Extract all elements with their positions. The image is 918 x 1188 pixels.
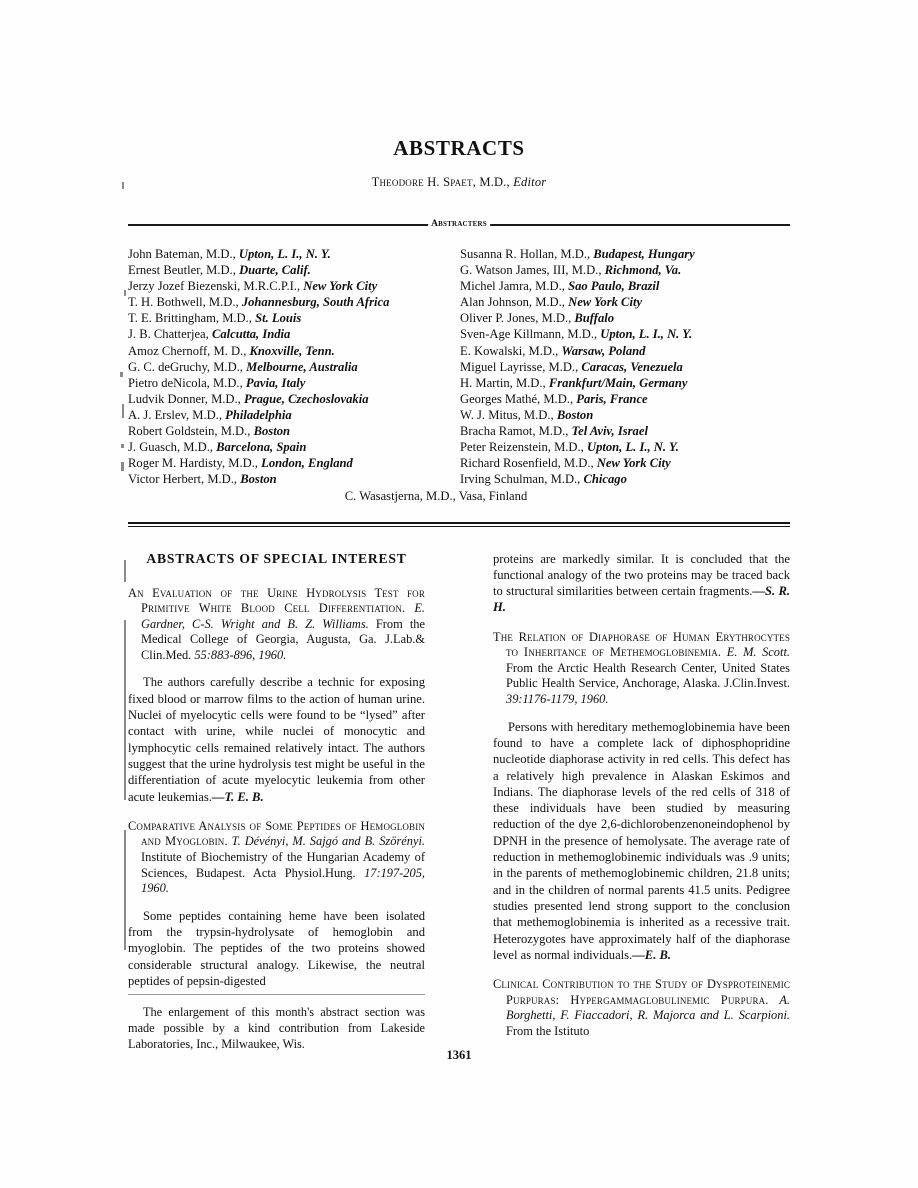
abstracter-person: John Bateman, M.D., <box>128 247 239 261</box>
abstracter-entry <box>128 439 436 455</box>
abstracter-person: C. Wasastjerna, M.D., <box>344 489 459 504</box>
abstracter-person: J. Guasch, M.D., <box>128 440 217 455</box>
abstracter-location: Buffalo <box>574 311 615 326</box>
abstract-body-text: proteins are markedly similar. It is concluded that the functional analogy of the two proteins may be traced back to structural similarities between certain fragments. <box>493 551 790 599</box>
abstract-body-text: Persons with hereditary methemoglobinemia have been found to have a complete lack of diphosphopridine nucleotide diaphorase activity in red cells. This defect has a relatively high prevalence in Alaskan Eskimos and Indians. The diaphorase levels of the red cells of 318 of these individuals have been studied by measuring reduction of the dye 2,6-dichlorobenzenoneindophenol by DPNH in the presence of hemolysate. The average rate of reduction in methemoglobinemic individuals was .9 units; in the parents of methemoglobinemic children, 21.8 units; and in the children of normal parents 41.5 units. Pedigree studies presented lend strong support to the conclusion that methemoglobinemia is inherited as a recessive trait. Heterozygotes have approximately half of the diaphorase level as normal individuals. <box>493 719 790 962</box>
abstract-citation: 17:197-205, 1960. <box>141 865 425 896</box>
abstracter-entry <box>460 278 790 294</box>
abstracters-list <box>128 246 790 487</box>
abstracter-location: Boston <box>253 424 290 439</box>
abstract-authors: E. Gardner, C-S. Wright and B. Z. Williams. <box>141 601 425 631</box>
abstracter-location: New York City <box>596 456 671 471</box>
scan-speckle <box>122 404 124 418</box>
abstracter-person: Miguel Layrisse, M.D., <box>460 359 582 374</box>
abstracters-column-left <box>128 246 436 487</box>
abstracter-entry <box>128 359 436 375</box>
abstracter-location: Warsaw, Poland <box>561 343 646 358</box>
abstract-body-text: The authors carefully describe a technic for exposing fixed blood or marrow films to the action of human urine. Nuclei of myelocytic cells were found to be “lysed” after contact with urine, while nuclei of monocytic and lymphocytic cells remained relatively intact. The authors suggest that the urine hydrolysis test might be useful in the differentiation of acute myelocytic leukemia from other acute leukemias. <box>128 675 425 804</box>
abstracter-location: Tel Aviv, Israel <box>571 424 648 439</box>
abstracter-person: Michel Jamra, M.D., <box>460 279 569 294</box>
section-heading: ABSTRACTS OF SPECIAL INTEREST <box>146 550 407 566</box>
abstracter-person: Bracha Ramot, M.D., <box>460 424 572 439</box>
abstracter-location: Budapest, Hungary <box>593 247 695 261</box>
scan-speckle <box>124 560 126 582</box>
abstracter-entry <box>460 246 790 262</box>
abstract-signature: —S. R. H. <box>493 584 790 615</box>
footnote-rule <box>128 994 425 995</box>
editor-line <box>128 175 790 190</box>
abstracter-person: W. J. Mitus, M.D., <box>460 407 557 422</box>
abstracter-location: London, England <box>261 456 353 471</box>
scan-speckle <box>120 372 123 377</box>
abstract-title: The Relation of Diaphorase of Human Erythrocytes to Inheritance of Methemoglobinemia. <box>493 629 790 660</box>
abstracter-person: Alan Johnson, M.D., <box>460 295 569 310</box>
abstracter-location: Frankfurt/Main, Germany <box>548 375 688 390</box>
abstract-title: An Evaluation of the Urine Hydrolysis Test for Primitive White Blood Cell Differentiation. <box>128 585 425 616</box>
abstracter-entry <box>128 343 436 359</box>
abstracter-person: Roger M. Hardisty, M.D., <box>128 456 262 471</box>
abstracter-location: New York City <box>303 279 378 294</box>
abstract-body <box>128 908 425 989</box>
abstract-authors: T. Dévényi, M. Sajgó and B. Szörényi. <box>227 834 425 849</box>
abstracter-location: Philadelphia <box>225 407 292 422</box>
abstracter-entry <box>128 455 436 471</box>
abstract-source: Institute of Biochemistry of the Hungarian Academy of Sciences, Budapest. Acta Physiol.Hung. <box>141 850 425 880</box>
editor-role: Editor <box>513 175 547 189</box>
abstracter-person: G. C. deGruchy, M.D., <box>128 359 247 374</box>
abstracter-location: Vasa, Finland <box>458 489 528 504</box>
abstracter-entry <box>460 423 790 439</box>
abstracter-location: Chicago <box>583 472 627 487</box>
abstracter-entry <box>128 375 436 391</box>
abstracter-entry <box>128 278 436 294</box>
footnote-text: The enlargement of this month's abstract section was made possible by a kind contribution from Lakeside Laboratories, Inc., Milwaukee, Wis. <box>128 1005 425 1052</box>
abstracter-location: Upton, L. I., N. Y. <box>238 247 331 261</box>
abstracter-person: H. Martin, M.D., <box>460 375 549 390</box>
abstracter-location: Melbourne, Australia <box>246 359 358 374</box>
abstract-source: From the Istituto <box>506 1023 590 1038</box>
abstracter-location: New York City <box>568 295 643 310</box>
abstracter-location: Upton, L. I., N. Y. <box>586 440 679 455</box>
scan-speckle <box>124 290 126 296</box>
editor-degree: , M.D., <box>472 175 514 189</box>
scan-speckle <box>124 830 126 950</box>
abstracter-entry <box>128 423 436 439</box>
scan-speckle <box>122 182 124 189</box>
abstracter-location: Caracas, Venezuela <box>581 359 683 374</box>
abstracter-location: Boston <box>556 407 594 422</box>
abstracter-entry <box>460 391 790 407</box>
abstracter-person: Sven-Age Killmann, M.D., <box>460 327 601 342</box>
rule-thin <box>128 526 790 527</box>
abstracter-location: Upton, L. I., N. Y. <box>600 327 693 342</box>
abstracter-entry <box>460 471 790 487</box>
abstracter-entry <box>460 439 790 455</box>
abstract-citation: 55:883-896, 1960. <box>194 647 287 662</box>
abstracter-person: G. Watson James, III, M.D., <box>460 263 605 278</box>
abstract-source: From the Medical College of Georgia, Augusta, Ga. J.Lab.& Clin.Med. <box>141 616 425 662</box>
abstracter-person: Pietro deNicola, M.D., <box>128 375 246 390</box>
page-number: 1361 <box>446 1048 472 1062</box>
double-rule-separator <box>128 522 790 529</box>
page-content <box>128 136 790 1062</box>
abstracter-entry <box>460 326 790 342</box>
abstract-heading <box>493 630 790 708</box>
abstracter-person: Georges Mathé, M.D., <box>460 391 577 406</box>
abstracter-entry <box>128 246 436 262</box>
abstracter-person: Amoz Chernoff, M. D., <box>128 343 250 358</box>
abstracter-location: St. Louis <box>255 311 302 326</box>
abstracter-location: Richmond, Va. <box>604 263 682 278</box>
abstracter-location: Sao Paulo, Brazil <box>568 279 660 294</box>
abstract-signature: —T. E. B. <box>211 789 264 804</box>
abstracter-location: Barcelona, Spain <box>216 440 307 455</box>
body-columns <box>128 551 790 1053</box>
abstracters-rule <box>128 216 790 232</box>
abstracter-entry <box>460 375 790 391</box>
abstract-heading <box>128 586 425 664</box>
abstract-body-continued <box>493 551 790 616</box>
abstracter-location: Johannesburg, South Africa <box>241 295 390 310</box>
abstracters-rule-label: Abstracters <box>428 216 490 232</box>
scan-speckle <box>121 462 124 471</box>
abstracter-entry <box>460 262 790 278</box>
abstract-authors: E. M. Scott. <box>721 645 790 660</box>
abstracter-person: Oliver P. Jones, M.D., <box>460 311 575 326</box>
abstracter-person: Robert Goldstein, M.D., <box>128 424 254 439</box>
body-column-left <box>128 551 425 1053</box>
abstract-source: From the Arctic Health Research Center, United States Public Health Service, Anchorage, Alaska. J.Clin.Invest. <box>506 660 790 691</box>
abstracter-entry <box>128 294 436 310</box>
scan-speckle <box>121 444 124 448</box>
abstract-title: Comparative Analysis of Some Peptides of Hemoglobin and Myoglobin. <box>128 818 425 849</box>
abstracter-person: Richard Rosenfield, M.D., <box>460 456 597 471</box>
abstracter-location: Duarte, Calif. <box>239 263 311 278</box>
abstracter-person: Victor Herbert, M.D., <box>128 472 241 487</box>
abstracter-person: T. E. Brittingham, M.D., <box>128 311 256 326</box>
abstracter-person: J. B. Chatterjea, <box>128 327 212 342</box>
abstracter-person: E. Kowalski, M.D., <box>460 343 562 358</box>
editor-name: Theodore H. Spaet <box>371 175 473 189</box>
abstracter-entry <box>128 310 436 326</box>
abstracter-entry <box>460 343 790 359</box>
abstracter-entry <box>460 310 790 326</box>
abstracter-person: Susanna R. Hollan, M.D., <box>460 247 594 261</box>
abstracter-entry <box>128 326 436 342</box>
abstracter-person: Ernest Beutler, M.D., <box>128 263 240 278</box>
abstracter-person: A. J. Erslev, M.D., <box>128 407 226 422</box>
abstract-authors: A. Borghetti, F. Fiaccadori, R. Majorca and L. Scarpioni. <box>506 992 790 1023</box>
abstracter-location: Knoxville, Tenn. <box>249 343 335 358</box>
abstracter-person: Ludvik Donner, M.D., <box>128 391 244 406</box>
abstracter-person: Jerzy Jozef Biezenski, M.R.C.P.I., <box>128 279 304 294</box>
body-column-right <box>493 551 790 1053</box>
abstracter-entry <box>128 407 436 423</box>
abstract-signature: —E. B. <box>632 947 672 962</box>
abstracter-location: Prague, Czechoslovakia <box>243 391 369 406</box>
abstract-body <box>493 719 790 963</box>
abstract-heading <box>128 819 425 897</box>
abstracter-entry <box>128 262 436 278</box>
abstract-title: Clinical Contribution to the Study of Dysproteinemic Purpuras: Hypergammaglobulinemic Purpura. <box>493 977 790 1007</box>
abstract-body <box>128 674 425 804</box>
abstracters-column-right <box>460 246 790 487</box>
abstract-heading <box>493 977 790 1039</box>
abstracter-entry <box>460 294 790 310</box>
abstracter-entry <box>128 391 436 407</box>
abstract-body-text: Some peptides containing heme have been isolated from the trypsin-hydrolysate of hemoglobin and myoglobin. The peptides of the two proteins showed considerable structural analogy. Likewise, the neutral peptides of pepsin-digested <box>128 908 425 988</box>
abstracter-entry <box>460 407 790 423</box>
abstracter-person: Irving Schulman, M.D., <box>460 472 584 487</box>
abstracter-person: T. H. Bothwell, M.D., <box>128 295 242 310</box>
abstracter-entry <box>128 471 436 487</box>
page-title: ABSTRACTS <box>393 136 525 160</box>
abstracter-entry <box>460 359 790 375</box>
abstracter-entry <box>460 455 790 471</box>
abstract-citation: 39:1176-1179, 1960. <box>506 692 609 707</box>
abstracter-location: Calcutta, India <box>211 327 291 342</box>
abstracter-location: Boston <box>240 472 277 487</box>
abstracter-location: Pavia, Italy <box>245 375 306 390</box>
abstracter-entry-tail <box>128 488 790 504</box>
scan-speckle <box>124 620 126 800</box>
abstracter-location: Paris, France <box>576 391 648 406</box>
abstracter-person: Peter Reizenstein, M.D., <box>460 440 587 455</box>
